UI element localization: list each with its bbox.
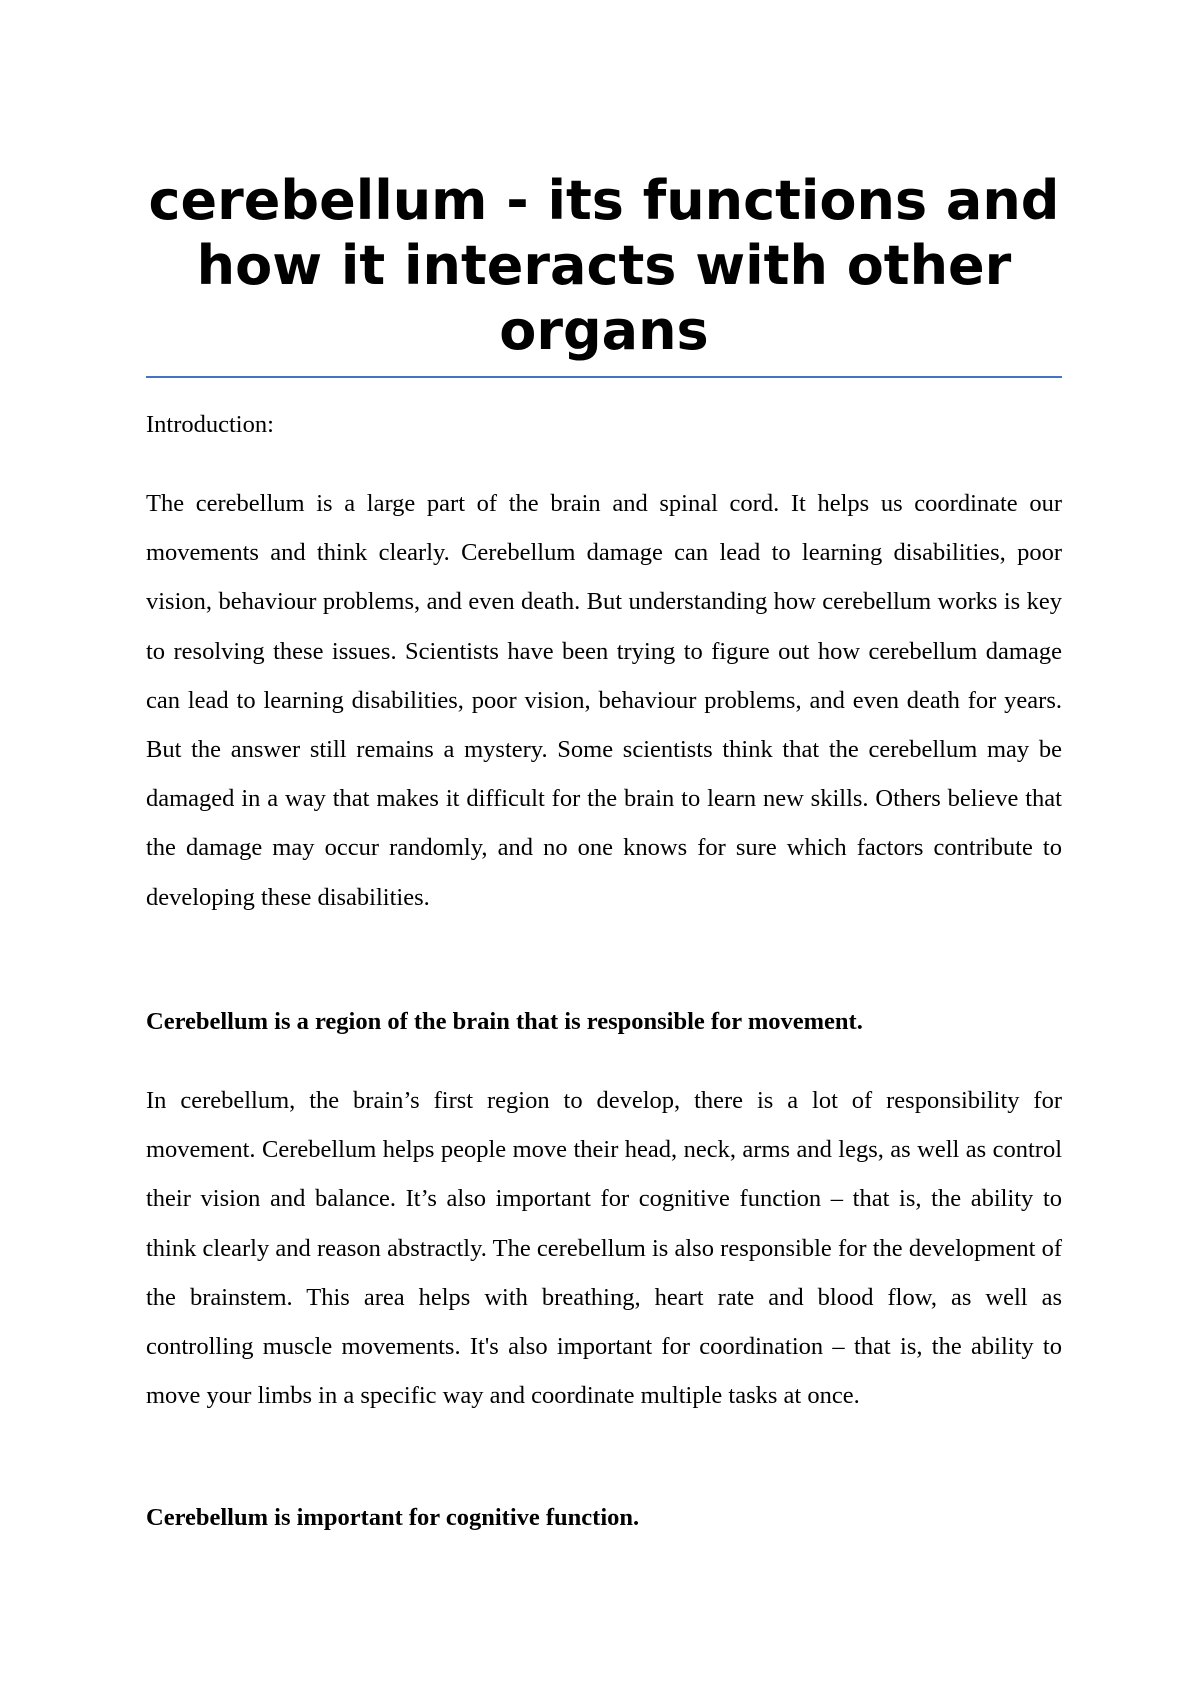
- section-heading-cognitive-function: Cerebellum is important for cognitive function.: [146, 1504, 640, 1531]
- introduction-paragraph: The cerebellum is a large part of the brain and spinal cord. It helps us coordinate our movements and think clearly. Cerebellum damage can lead to learning disabilities, poor vision, behaviour problems, and even death. But understanding how cerebellum works is key to resolving these issues. Scientists have been trying to figure out how cerebellum damage can lead to learning disabilities, poor vision, behaviour problems, and even death for years. But the answer still remains a mystery. Some scientists think that the cerebellum may be damaged in a way that makes it difficult for the brain to learn new skills. Others believe that the damage may occur randomly, and no one knows for sure which factors contribute to developing these disabilities.: [146, 490, 1062, 911]
- title-underline-rule: [146, 376, 1062, 378]
- introduction-label: Introduction:: [146, 411, 274, 438]
- movement-paragraph: In cerebellum, the brain’s first region to develop, there is a lot of responsibility for movement. Cerebellum helps people move their head, neck, arms and legs, as well as control their vision and balance. It’s also important for cognitive function – that is, the ability to think clearly and reason abstractly. The cerebellum is also responsible for the development of the brainstem. This area helps with breathing, heart rate and blood flow, as well as controlling muscle movements. It's also important for coordination – that is, the ability to move your limbs in a specific way and coordinate multiple tasks at once.: [146, 1087, 1062, 1410]
- document-title: cerebellum - its functions and how it interacts with other organs: [148, 169, 1060, 362]
- section-heading-movement: Cerebellum is a region of the brain that is responsible for movement.: [146, 1008, 863, 1035]
